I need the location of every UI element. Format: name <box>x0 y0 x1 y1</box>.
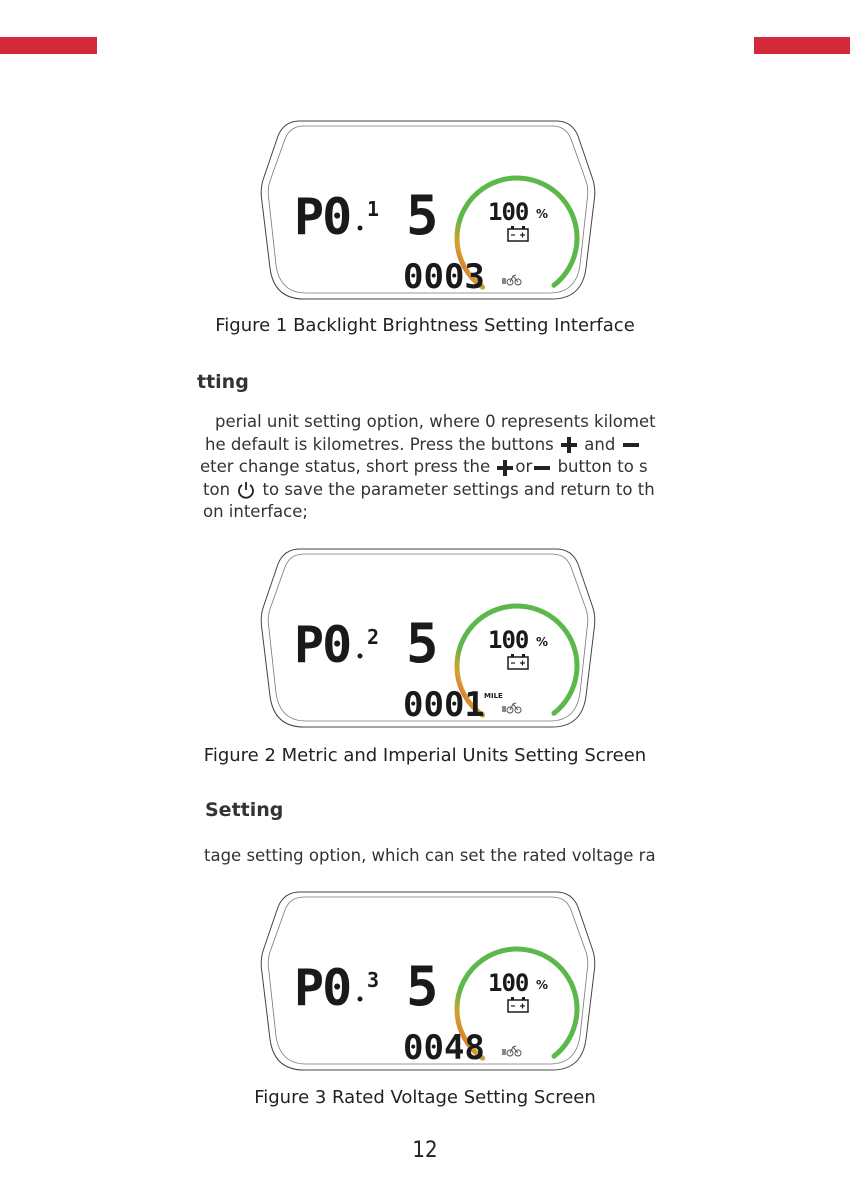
battery-percent: 100 <box>488 626 529 654</box>
bicycle-icon <box>502 1046 521 1056</box>
param-index: 1 <box>367 197 380 221</box>
section-2-line-3-or: or <box>515 457 533 476</box>
gauge-arc-high <box>483 949 577 1056</box>
level-digit: 5 <box>406 955 439 1018</box>
value-display: 0003 <box>403 257 485 297</box>
param-dot <box>358 226 363 231</box>
percent-sign: % <box>536 978 549 992</box>
top-left-accent-bar <box>0 37 97 54</box>
level-digit: 5 <box>406 184 439 247</box>
section-2-line-4-tail: to save the parameter settings and return to th <box>262 479 655 499</box>
section-2-heading: tting <box>197 371 249 393</box>
unit-label: MILE <box>484 692 503 700</box>
minus-icon <box>621 436 641 454</box>
section-3-heading: Setting <box>205 799 284 821</box>
battery-icon <box>508 654 528 669</box>
figure-1-caption: Figure 1 Backlight Brightness Setting Interface <box>215 315 635 336</box>
section-2-paragraph <box>200 411 670 524</box>
battery-icon <box>508 226 528 241</box>
value-display: 0048 <box>403 1028 485 1068</box>
section-2-line-4-text: ton <box>203 479 231 499</box>
value-display: 0001 <box>403 685 485 725</box>
figure-3-caption: Figure 3 Rated Voltage Setting Screen <box>254 1087 596 1108</box>
param-code: P0 <box>294 616 351 674</box>
battery-percent: 100 <box>488 198 529 226</box>
param-index: 2 <box>367 625 380 649</box>
minus-icon <box>532 459 552 477</box>
percent-sign: % <box>536 207 549 221</box>
figure-2-caption: Figure 2 Metric and Imperial Units Setting Screen <box>203 745 647 766</box>
percent-sign: % <box>536 635 549 649</box>
level-digit: 5 <box>406 612 439 675</box>
bicycle-icon <box>502 275 521 285</box>
section-2-line-3-tail: button to s <box>557 457 648 476</box>
section-2-line-3-text: eter change status, short press the <box>200 457 491 476</box>
plus-icon <box>495 459 515 477</box>
section-2-line-2 <box>200 434 670 457</box>
section-2-line-2-text: he default is kilometres. Press the buttons <box>205 434 554 454</box>
page-number: 12 <box>412 1138 438 1163</box>
battery-icon <box>508 997 528 1012</box>
section-3-paragraph <box>200 845 670 868</box>
param-code: P0 <box>294 959 351 1017</box>
param-code: P0 <box>294 188 351 246</box>
gauge-arc-high <box>483 178 577 285</box>
section-2-line-3 <box>200 456 670 479</box>
lcd-figure-1 <box>260 118 596 302</box>
lcd-figure-3 <box>260 889 596 1073</box>
param-dot <box>358 997 363 1002</box>
param-index: 3 <box>367 968 380 992</box>
lcd-figure-2 <box>260 546 596 730</box>
param-dot <box>358 654 363 659</box>
battery-percent: 100 <box>488 969 529 997</box>
top-right-accent-bar <box>754 37 850 54</box>
section-2-line-4 <box>200 479 670 502</box>
section-2-line-2-and: and <box>584 434 616 454</box>
section-3-line-1: tage setting option, which can set the rated voltage ra <box>204 846 656 865</box>
bicycle-icon <box>502 703 521 713</box>
power-icon <box>235 480 257 500</box>
section-2-line-1: perial unit setting option, where 0 represents kilomet <box>215 412 656 431</box>
plus-icon <box>559 436 579 454</box>
section-2-line-5: on interface; <box>203 502 308 521</box>
